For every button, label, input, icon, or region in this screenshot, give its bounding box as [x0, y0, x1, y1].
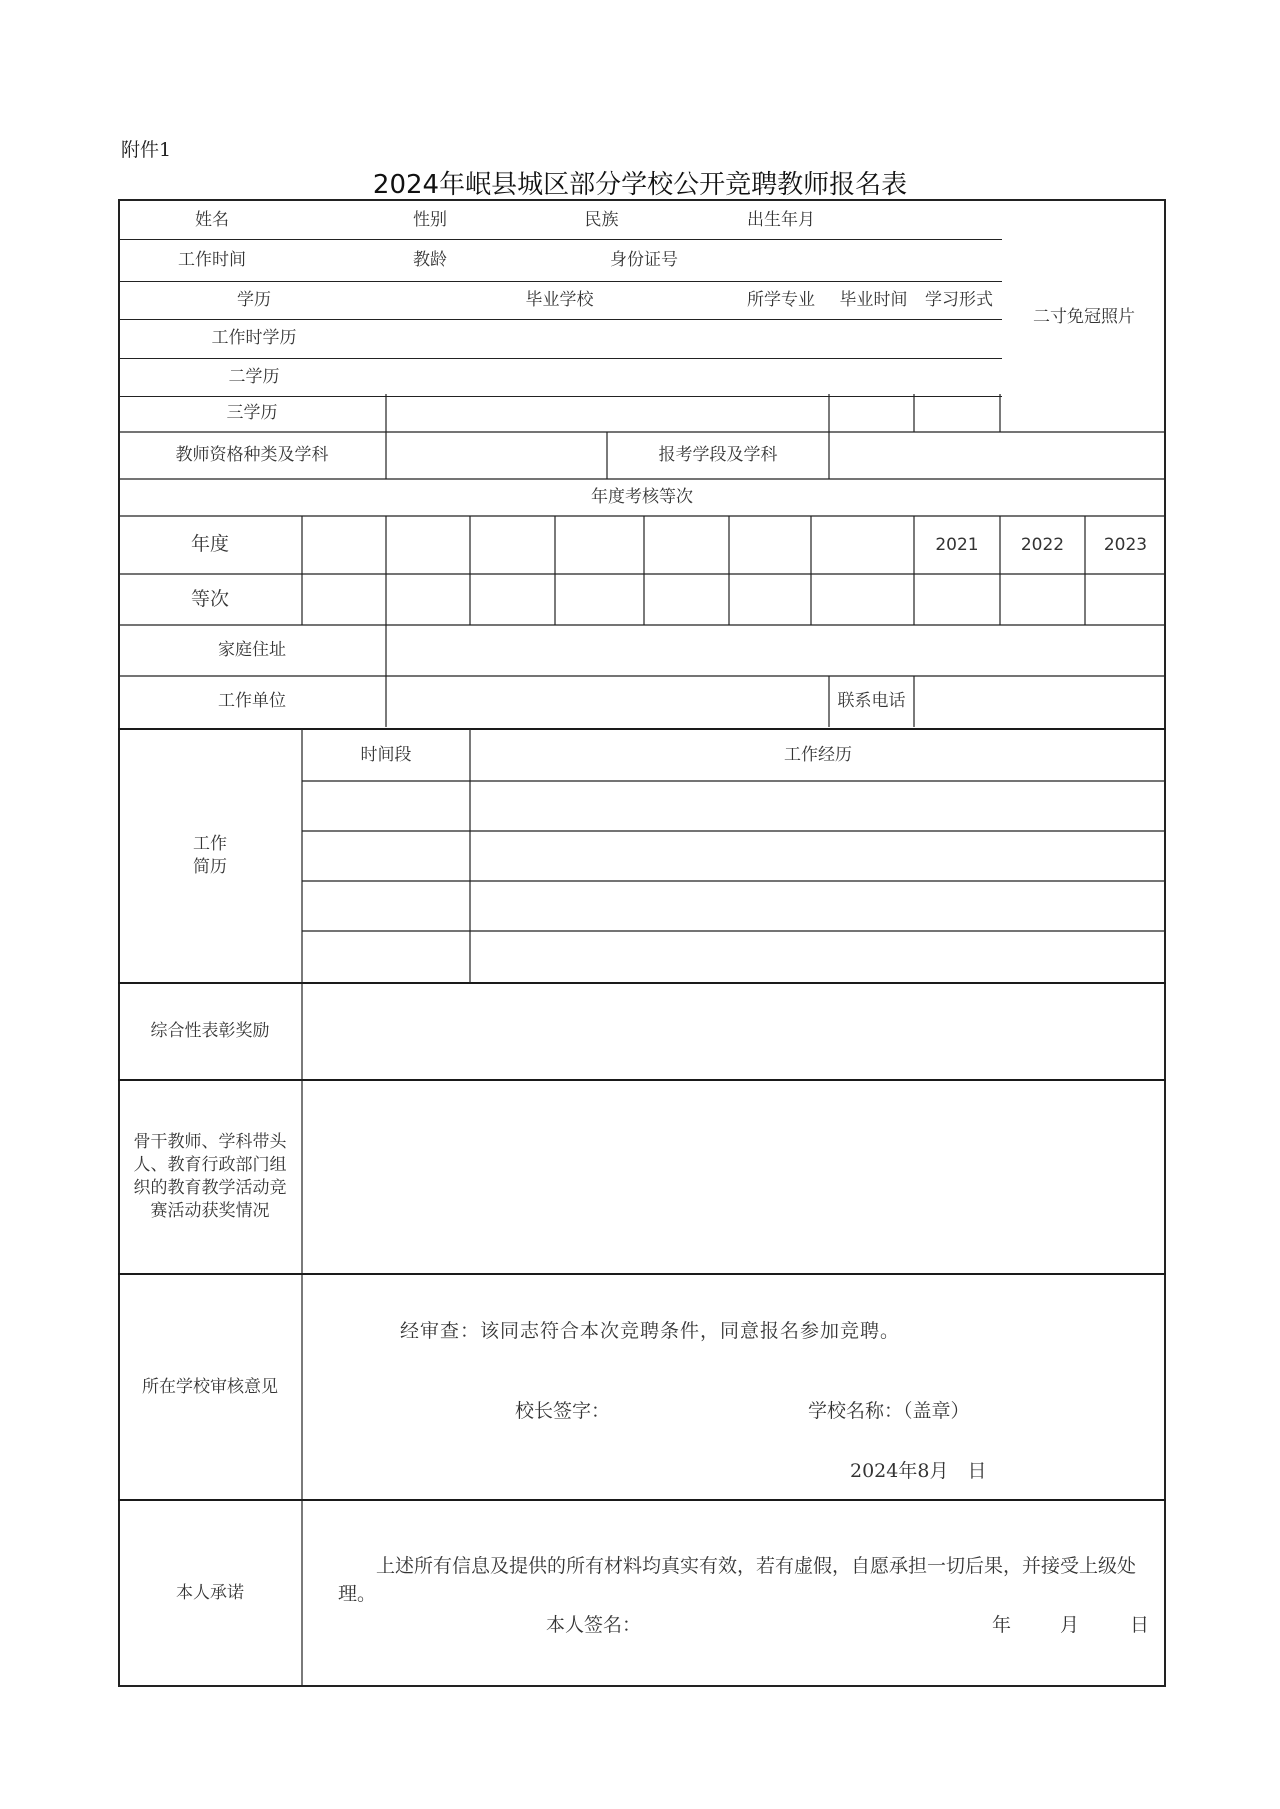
label-time-period: 时间段 — [360, 744, 412, 765]
promise-text: 上述所有信息及提供的所有材料均真实有效，若有虚假，自愿承担一切后果，并接受上级处理。 — [338, 1555, 1137, 1605]
label-education-row-3: 三学历 — [226, 402, 278, 423]
review-statement: 经审查：该同志符合本次竞聘条件，同意报名参加竞聘。 — [400, 1320, 901, 1342]
label-resume — [118, 729, 302, 983]
year-2023: 2023 — [1103, 534, 1148, 555]
label-major: 所学专业 — [747, 289, 815, 310]
label-work-unit: 工作单位 — [218, 691, 286, 712]
label-work-time: 工作时间 — [178, 249, 246, 270]
label-birth-date: 出生年月 — [747, 209, 815, 230]
school-name-seal-label: 学校名称：（盖章） — [808, 1400, 970, 1422]
label-education-row: 工作时学历 — [211, 328, 297, 349]
label-school-review: 所在学校审核意见 — [142, 1376, 278, 1397]
promise-signature-label: 本人签名： — [546, 1614, 642, 1636]
label-awards: 综合性表彰奖励 — [150, 1021, 270, 1042]
label-gender: 性别 — [413, 209, 447, 230]
label-graduation-time: 毕业时间 — [839, 289, 908, 310]
label-education-row: 二学历 — [228, 366, 280, 387]
attachment-label: 附件1 — [121, 139, 172, 161]
label-contact-phone: 联系电话 — [837, 691, 906, 712]
year-2022: 2022 — [1020, 534, 1065, 555]
promise-year: 年 — [992, 1614, 1012, 1636]
label-study-form: 学习形式 — [925, 289, 993, 310]
label-teaching-years: 教龄 — [413, 249, 447, 270]
label-resume-line1: 工作 — [193, 834, 227, 855]
label-teacher-certificate: 教师资格种类及学科 — [175, 445, 329, 466]
label-backbone-awards: 骨干教师、学科带头人、教育行政部门组织的教育教学活动竞赛活动获奖情况 — [133, 1132, 287, 1221]
label-id-number: 身份证号 — [610, 249, 678, 270]
label-name: 姓名 — [195, 209, 229, 230]
label-degree: 学历 — [237, 289, 271, 310]
label-graduate-school: 毕业学校 — [525, 289, 594, 310]
label-home-address: 家庭住址 — [218, 640, 286, 661]
label-personal-promise: 本人承诺 — [176, 1583, 244, 1604]
promise-day: 日 — [1130, 1614, 1150, 1636]
promise-month: 月 — [1060, 1614, 1080, 1636]
year-2021: 2021 — [935, 534, 979, 555]
form-title: 2024年岷县城区部分学校公开竞聘教师报名表 — [372, 170, 908, 200]
label-year: 年度 — [190, 533, 229, 556]
label-ethnicity: 民族 — [584, 209, 619, 230]
annual-review-title: 年度考核等次 — [591, 487, 693, 508]
review-date: 2024年8月 日 — [850, 1460, 987, 1482]
photo-placeholder: 二寸免冠照片 — [1033, 307, 1135, 328]
label-grade: 等次 — [190, 587, 229, 610]
label-apply-level-subject: 报考学段及学科 — [658, 445, 778, 466]
label-work-experience: 工作经历 — [784, 744, 852, 765]
principal-signature-label: 校长签字： — [515, 1400, 611, 1422]
label-resume-line2: 简历 — [193, 857, 227, 877]
